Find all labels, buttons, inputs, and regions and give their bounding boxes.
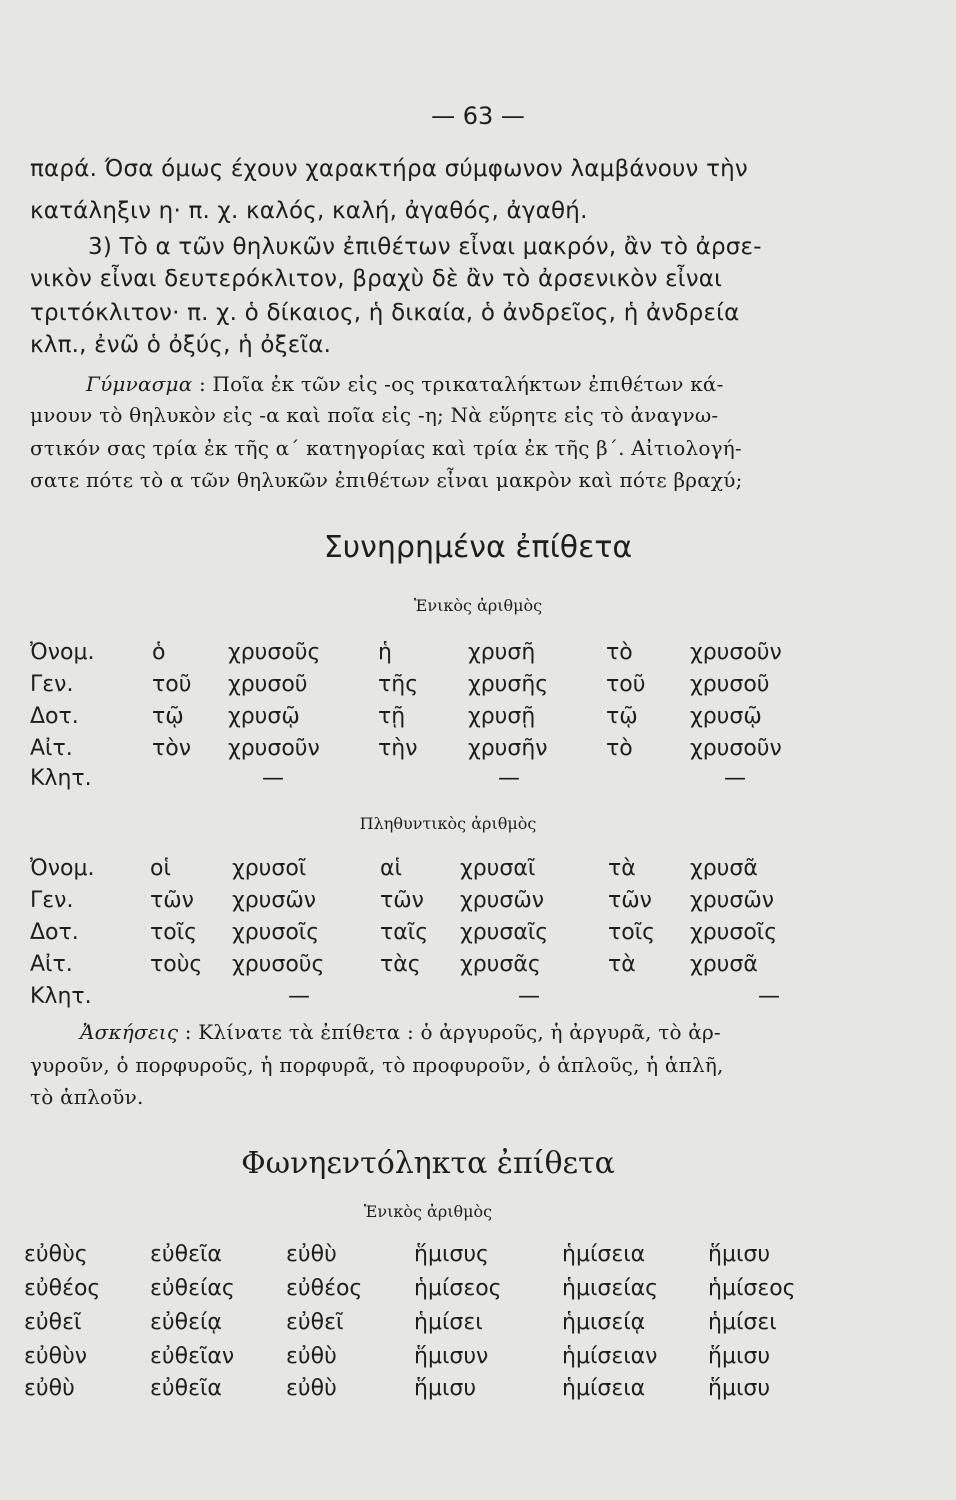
feminine-form: εὐθείᾳ	[150, 1310, 222, 1335]
feminine-article: ἡ	[378, 640, 392, 665]
case-label: Δοτ.	[30, 920, 79, 945]
neuter-form: ἥμισυ	[708, 1242, 771, 1267]
neuter-form: χρυσοῖς	[690, 920, 778, 945]
feminine-form: χρυσῶν	[460, 888, 545, 913]
masculine-form: εὐθεῖ	[24, 1310, 82, 1335]
case-label: Κλητ.	[30, 766, 92, 791]
feminine-form: εὐθεῖαν	[150, 1344, 235, 1369]
feminine-form: χρυσῇ	[468, 704, 536, 729]
neuter-form: —	[758, 984, 780, 1009]
masculine-form: χρυσοῖς	[232, 920, 320, 945]
masculine-form: —	[288, 984, 310, 1009]
feminine-article: τῇ	[378, 704, 406, 729]
feminine-form: ἡμισείᾳ	[562, 1310, 646, 1335]
gymnasma-line-1	[86, 372, 724, 396]
masculine-form: —	[262, 766, 284, 791]
case-label: Ὀνομ.	[30, 640, 95, 665]
contracted-plural-label: Πληθυντικὸς ἀριθμὸς	[359, 814, 537, 833]
masculine-form: χρυσοῦς	[228, 640, 321, 665]
masculine-article: οἱ	[150, 856, 171, 881]
feminine-article: ταῖς	[380, 920, 429, 945]
feminine-form: ἡμίσεια	[562, 1376, 646, 1401]
masculine-form: εὐθὺ	[24, 1376, 75, 1401]
gymnasma-line-2: μνουν τὸ θηλυκὸν εἰς -α καὶ ποῖα εἰς -η; Νὰ εὕρητε εἰς τὸ ἀναγνω-	[30, 403, 719, 427]
neuter-form: χρυσοῦν	[690, 640, 782, 665]
masculine-form: εὐθὺς	[24, 1242, 88, 1267]
neuter-form: χρυσῷ	[690, 704, 762, 729]
feminine-form: εὐθεῖα	[150, 1242, 222, 1267]
exercises-line-1-text: : Κλίνατε τὰ ἐπίθετα : ὁ ἀργυροῦς, ἡ ἀργυρᾶ, τὸ ἀρ-	[184, 1020, 721, 1044]
feminine-form: χρυσῆν	[468, 736, 548, 761]
gymnasma-line-3: στικόν σας τρία ἐκ τῆς α΄ κατηγορίας καὶ τρία ἐκ τῆς β΄. Αἰτιολογή-	[30, 436, 742, 460]
masculine-form: χρυσῷ	[228, 704, 300, 729]
neuter-article: τὰ	[608, 952, 636, 977]
intro-line-4: νικὸν εἶναι δευτερόκλιτον, βραχὺ δὲ ἂν τὸ ἀρσενικὸν εἶναι	[30, 266, 723, 292]
feminine-article: τῆς	[378, 672, 419, 697]
masculine-article: τοὺς	[150, 952, 203, 977]
intro-line-1: παρά. Όσα όμως έχουν χαρακτήρα σύμφωνον λαμβάνουν τὴν	[30, 156, 748, 182]
gymnasma-label: Γύμνασμα	[86, 372, 193, 396]
masculine-article: τῷ	[152, 704, 184, 729]
masculine-form: χρυσῶν	[232, 888, 317, 913]
case-label: Γεν.	[30, 888, 74, 913]
neuter-form: ἥμισυ	[708, 1344, 771, 1369]
exercises-line-3: τὸ ἁπλοῦν.	[30, 1085, 144, 1109]
case-label: Ὀνομ.	[30, 856, 95, 881]
neuter-form: χρυσῶν	[690, 888, 775, 913]
exercises-label: Ἀσκήσεις	[80, 1020, 179, 1044]
feminine-article: τὰς	[380, 952, 421, 977]
masculine-article: τὸν	[152, 736, 191, 761]
neuter-article: τοῦ	[606, 672, 646, 697]
masculine-form: χρυσοῦ	[228, 672, 308, 697]
neuter-form: χρυσᾶ	[690, 856, 758, 881]
case-label: Κλητ.	[30, 984, 92, 1009]
vowel-stem-heading: Φωνηεντόληκτα ἐπίθετα	[241, 1146, 615, 1181]
feminine-form: —	[498, 766, 520, 791]
feminine-form: ἡμίσειαν	[562, 1344, 658, 1369]
masculine-article: τῶν	[150, 888, 194, 913]
feminine-form: χρυσῆς	[468, 672, 549, 697]
contracted-singular-label: Ἑνικὸς ἀριθμὸς	[413, 596, 543, 615]
neuter-article: τῷ	[606, 704, 638, 729]
gymnasma-line-1-text: : Ποῖα ἐκ τῶν εἰς -ος τρικαταλήκτων ἐπιθέτων κά-	[199, 372, 724, 396]
masculine-article: τοῖς	[150, 920, 198, 945]
vowel-stem-singular-label: Ἑνικὸς ἀριθμὸς	[363, 1202, 493, 1221]
masculine-form: ἥμισυς	[414, 1242, 489, 1267]
feminine-form: χρυσῆ	[468, 640, 536, 665]
masculine-article: τοῦ	[152, 672, 192, 697]
neuter-form: χρυσοῦ	[690, 672, 770, 697]
neuter-form: ἡμίσεος	[708, 1276, 796, 1301]
neuter-article: τῶν	[608, 888, 652, 913]
neuter-article: τοῖς	[608, 920, 656, 945]
masculine-form: χρυσοῖ	[232, 856, 307, 881]
neuter-form: ἡμίσει	[708, 1310, 777, 1335]
case-label: Δοτ.	[30, 704, 79, 729]
neuter-article: τὸ	[606, 736, 633, 761]
neuter-form: χρυσοῦν	[690, 736, 782, 761]
masculine-article: ὁ	[152, 640, 166, 665]
feminine-article: τῶν	[380, 888, 424, 913]
masculine-form: χρυσοῦς	[232, 952, 325, 977]
masculine-form: εὐθὺν	[24, 1344, 88, 1369]
masculine-form: ἥμισυν	[414, 1344, 489, 1369]
neuter-article: τὰ	[608, 856, 636, 881]
masculine-form: εὐθέος	[24, 1276, 101, 1301]
neuter-form: εὐθέος	[286, 1276, 363, 1301]
intro-line-5: τριτόκλιτον· π. χ. ὁ δίκαιος, ἡ δικαία, ὁ ἀνδρεῖος, ἡ ἀνδρεία	[30, 300, 740, 326]
page-number: — 63 —	[431, 102, 525, 130]
feminine-form: —	[518, 984, 540, 1009]
neuter-form: εὐθὺ	[286, 1344, 337, 1369]
neuter-form: εὐθὺ	[286, 1376, 337, 1401]
masculine-form: ἡμίσει	[414, 1310, 483, 1335]
feminine-form: χρυσαῖ	[460, 856, 536, 881]
masculine-form: χρυσοῦν	[228, 736, 320, 761]
intro-line-2: κατάληξιν η· π. χ. καλός, καλή, ἀγαθός, ἀγαθή.	[30, 198, 588, 224]
case-label: Αἰτ.	[30, 952, 73, 977]
neuter-form: ἥμισυ	[708, 1376, 771, 1401]
feminine-form: χρυσᾶς	[460, 952, 541, 977]
intro-line-3: 3) Τὸ α τῶν θηλυκῶν ἐπιθέτων εἶναι μακρόν, ἂν τὸ ἀρσε-	[88, 234, 762, 260]
contracted-heading: Συνηρημένα ἐπίθετα	[323, 530, 633, 565]
feminine-form: ἡμισείας	[562, 1276, 659, 1301]
case-label: Αἰτ.	[30, 736, 73, 761]
gymnasma-line-4: σατε πότε τὸ α τῶν θηλυκῶν ἐπιθέτων εἶναι μακρὸν καὶ πότε βραχύ;	[30, 468, 743, 492]
feminine-form: εὐθείας	[150, 1276, 235, 1301]
exercises-line-2: γυροῦν, ὁ πορφυροῦς, ἡ πορφυρᾶ, τὸ προφυροῦν, ὁ ἁπλοῦς, ἡ ἁπλῆ,	[30, 1053, 724, 1077]
case-label: Γεν.	[30, 672, 74, 697]
masculine-form: ἥμισυ	[414, 1376, 477, 1401]
exercises-line-1	[80, 1020, 721, 1044]
neuter-form: εὐθὺ	[286, 1242, 337, 1267]
neuter-article: τὸ	[606, 640, 633, 665]
neuter-form: εὐθεῖ	[286, 1310, 344, 1335]
feminine-form: εὐθεῖα	[150, 1376, 222, 1401]
intro-line-6: κλπ., ἐνῶ ὁ ὀξύς, ἡ ὀξεῖα.	[30, 332, 332, 358]
masculine-form: ἡμίσεος	[414, 1276, 502, 1301]
feminine-form: ἡμίσεια	[562, 1242, 646, 1267]
feminine-article: αἱ	[380, 856, 402, 881]
neuter-form: χρυσᾶ	[690, 952, 758, 977]
feminine-form: χρυσαῖς	[460, 920, 549, 945]
neuter-form: —	[724, 766, 746, 791]
feminine-article: τὴν	[378, 736, 418, 761]
